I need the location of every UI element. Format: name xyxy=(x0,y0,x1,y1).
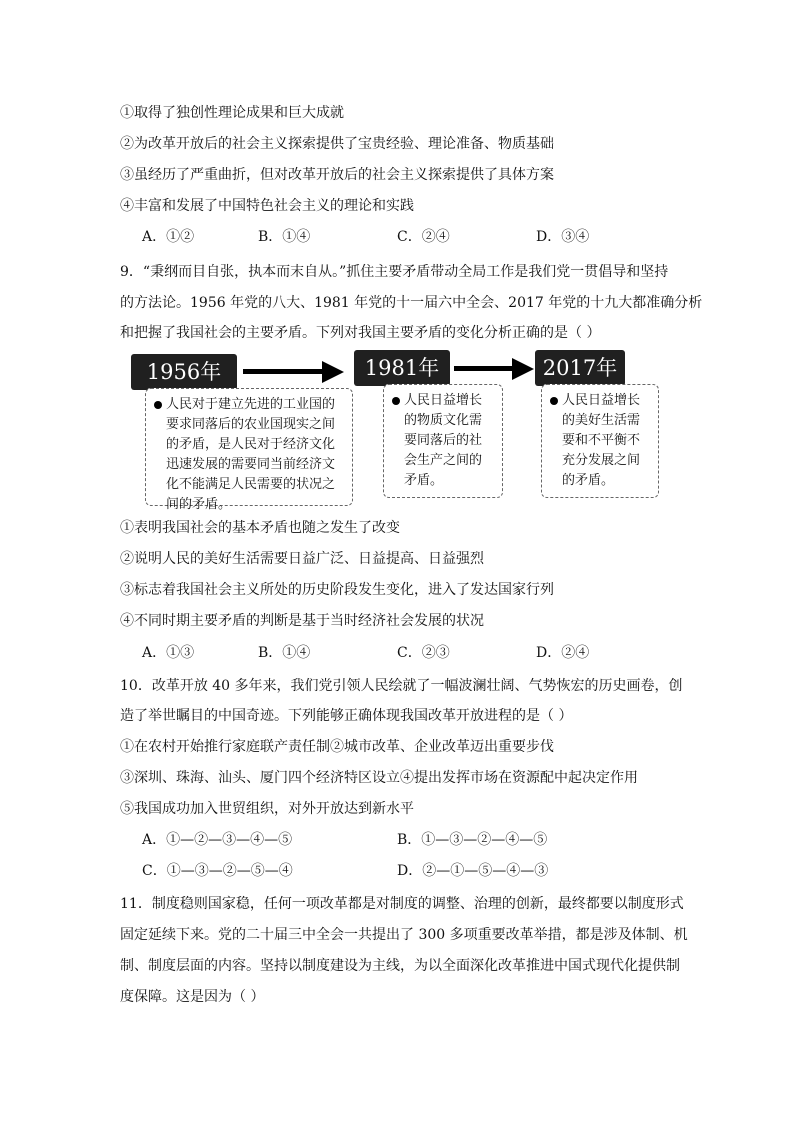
text-box-2017 xyxy=(541,384,659,498)
q9-option-d[interactable]: D．②④ xyxy=(536,645,590,661)
arrow-1-head xyxy=(322,361,344,383)
q9-item-3: ③标志着我国社会主义所处的历史阶段发生变化，进入了发达国家行列 xyxy=(120,582,554,598)
box-1956-line-5: 化不能满足人民需要的状况之 xyxy=(166,477,336,492)
q8-option-b[interactable]: B．①④ xyxy=(258,229,311,245)
q10-option-b[interactable]: B．①—③—②—④—⑤ xyxy=(397,832,548,848)
box-1981-line-3: 要同落后的社 xyxy=(404,433,483,448)
bullet-dot xyxy=(392,397,400,405)
q9-option-a[interactable]: A．①③ xyxy=(142,645,195,661)
text-box-1981 xyxy=(383,384,503,498)
q10-option-d[interactable]: D．②—①—⑤—④—③ xyxy=(397,863,549,879)
box-1981-line-2: 的物质文化需 xyxy=(404,413,483,428)
q9-stem-line-2: 的方法论。1956 年党的八大、1981 年党的十一届六中全会、2017 年党的十九大都准确分析 xyxy=(120,295,703,311)
q8-item-1: ①取得了独创性理论成果和巨大成就 xyxy=(120,105,344,121)
q8-option-a[interactable]: A．①② xyxy=(142,229,195,245)
year-1956: 1956年 xyxy=(131,354,237,390)
q11-stem-line-3: 制、制度层面的内容。坚持以制度建设为主线，为以全面深化改革推进中国式现代化提供制 xyxy=(120,958,680,974)
q10-option-a[interactable]: A．①—②—③—④—⑤ xyxy=(142,832,293,848)
q9-option-b[interactable]: B．①④ xyxy=(258,645,311,661)
box-1956-line-4: 迅速发展的需要同当前经济文 xyxy=(166,457,336,472)
bullet-dot xyxy=(154,401,162,409)
box-1956-line-2: 要求同落后的农业国现实之间 xyxy=(166,417,336,432)
text-box-1956 xyxy=(145,388,353,512)
box-1956-line-6: 间的矛盾。 xyxy=(166,497,232,512)
q9-item-4: ④不同时期主要矛盾的判断是基于当时经济社会发展的状况 xyxy=(120,613,484,629)
arrow-1 xyxy=(243,369,323,374)
q9-option-c[interactable]: C．②③ xyxy=(397,645,450,661)
box-1956-line-1: 人民对于建立先进的工业国的 xyxy=(166,397,336,412)
q11-stem-line-2: 固定延续下来。党的二十届三中全会一共提出了 300 多项重要改革举措，都是涉及体制、机 xyxy=(120,927,688,943)
q10-stem-line-2: 造了举世瞩目的中国奇迹。下列能够正确体现我国改革开放进程的是（ ） xyxy=(120,708,573,724)
q9-stem-line-1: 9．“秉纲而目自张，执本而末自从。”抓住主要矛盾带动全局工作是我们党一贯倡导和坚持 xyxy=(120,264,669,280)
arrow-2 xyxy=(454,366,514,371)
q8-option-c[interactable]: C．②④ xyxy=(397,229,450,245)
box-1981-line-5: 矛盾。 xyxy=(404,473,444,488)
q8-item-2: ②为改革开放后的社会主义探索提供了宝贵经验、理论准备、物质基础 xyxy=(120,136,554,152)
arrow-2-head xyxy=(512,358,534,380)
q10-item-1: ①在农村开始推行家庭联产责任制②城市改革、企业改革迈出重要步伐 xyxy=(120,739,554,755)
q10-item-2: ③深圳、珠海、汕头、厦门四个经济特区设立④提出发挥市场在资源配中起决定作用 xyxy=(120,770,638,786)
q10-stem-line-1: 10．改革开放 40 多年来，我们党引领人民绘就了一幅波澜壮阔、气势恢宏的历史画卷，创 xyxy=(120,678,683,694)
q11-stem-line-4: 度保障。这是因为（ ） xyxy=(120,989,265,1005)
q9-stem-line-3: 和把握了我国社会的主要矛盾。下列对我国主要矛盾的变化分析正确的是（ ） xyxy=(120,325,601,341)
year-1981: 1981年 xyxy=(354,350,450,386)
q9-item-2: ②说明人民的美好生活需要日益广泛、日益提高、日益强烈 xyxy=(120,551,484,567)
q10-option-c[interactable]: C．①—③—②—⑤—④ xyxy=(142,863,293,879)
q11-stem-line-1: 11．制度稳则国家稳，任何一项改革都是对制度的调整、治理的创新，最终都要以制度形式 xyxy=(120,896,684,912)
box-1981-line-4: 会生产之间的 xyxy=(404,453,483,468)
q8-option-d[interactable]: D．③④ xyxy=(536,229,590,245)
q9-item-1: ①表明我国社会的基本矛盾也随之发生了改变 xyxy=(120,520,400,536)
year-2017: 2017年 xyxy=(535,350,625,386)
q8-item-3: ③虽经历了严重曲折，但对改革开放后的社会主义探索提供了具体方案 xyxy=(120,167,554,183)
box-1981-line-1: 人民日益增长 xyxy=(404,393,483,408)
box-2017-line-2: 的美好生活需 xyxy=(562,413,641,428)
box-2017-line-4: 充分发展之间 xyxy=(562,453,641,468)
bullet-dot xyxy=(550,397,558,405)
q8-item-4: ④丰富和发展了中国特色社会主义的理论和实践 xyxy=(120,198,414,214)
q10-item-3: ⑤我国成功加入世贸组织，对外开放达到新水平 xyxy=(120,801,414,817)
box-2017-line-3: 要和不平衡不 xyxy=(562,433,641,448)
box-2017-line-1: 人民日益增长 xyxy=(562,393,641,408)
box-2017-line-5: 的矛盾。 xyxy=(562,473,615,488)
box-1956-line-3: 的矛盾，是人民对于经济文化 xyxy=(166,437,336,452)
